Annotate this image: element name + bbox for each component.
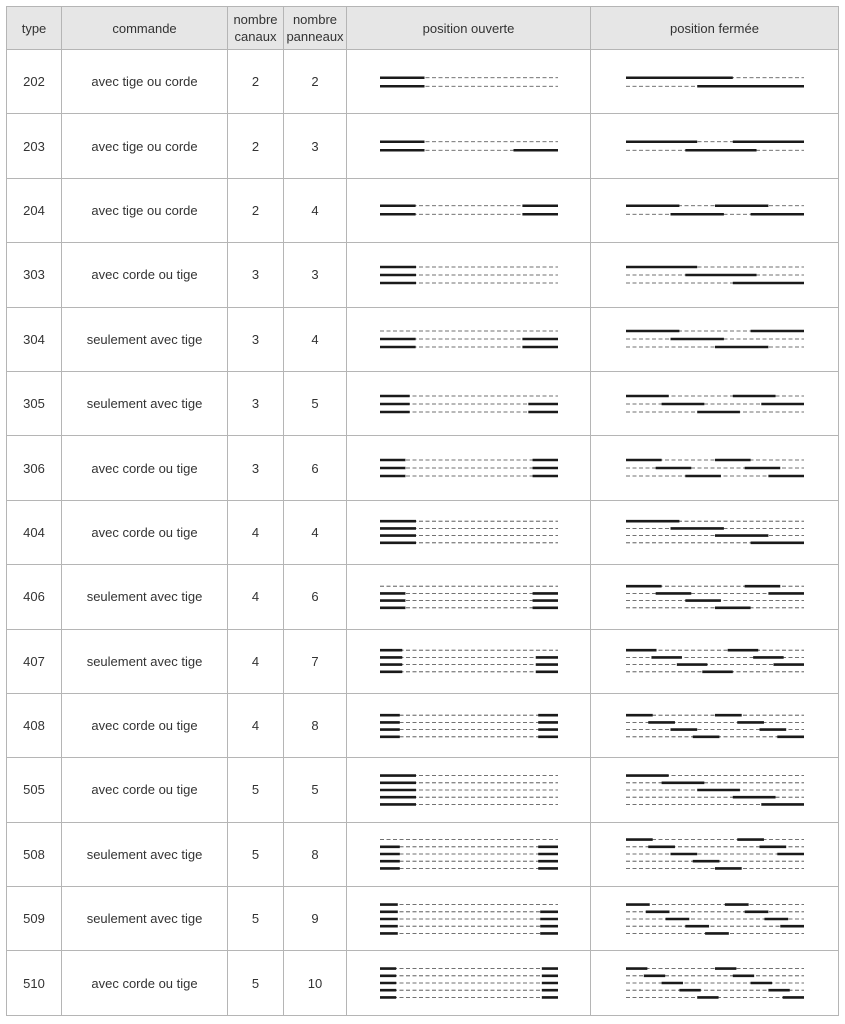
cell-position-ouverte xyxy=(347,243,591,307)
closed-position-diagram xyxy=(623,829,807,879)
open-position-diagram xyxy=(377,572,561,622)
header-type: type xyxy=(7,7,62,50)
cell-position-fermee xyxy=(591,371,839,435)
table-row xyxy=(7,951,839,1015)
cell-type: 408 xyxy=(7,693,62,757)
cell-type: 509 xyxy=(7,887,62,951)
cell-nombre-panneaux: 5 xyxy=(284,371,347,435)
cell-position-ouverte xyxy=(347,758,591,822)
header-nombre-canaux xyxy=(228,7,284,50)
table-row xyxy=(7,565,839,629)
cell-nombre-canaux: 2 xyxy=(228,114,284,178)
closed-position-diagram xyxy=(623,765,807,815)
cell-type: 508 xyxy=(7,822,62,886)
cell-nombre-panneaux: 4 xyxy=(284,500,347,564)
cell-position-fermee xyxy=(591,243,839,307)
open-position-diagram xyxy=(377,185,561,235)
cell-nombre-panneaux: 10 xyxy=(284,951,347,1015)
table-row xyxy=(7,500,839,564)
cell-position-fermee xyxy=(591,114,839,178)
table-row xyxy=(7,436,839,500)
open-position-diagram xyxy=(377,765,561,815)
cell-nombre-panneaux: 9 xyxy=(284,887,347,951)
open-position-diagram xyxy=(377,507,561,557)
closed-position-diagram xyxy=(623,379,807,429)
cell-position-ouverte xyxy=(347,371,591,435)
cell-commande: seulement avec tige xyxy=(62,307,228,371)
table-row xyxy=(7,50,839,114)
cell-commande: avec tige ou corde xyxy=(62,114,228,178)
cell-position-fermee xyxy=(591,758,839,822)
cell-nombre-canaux: 4 xyxy=(228,500,284,564)
closed-position-diagram xyxy=(623,57,807,107)
cell-commande: avec corde ou tige xyxy=(62,500,228,564)
table-row xyxy=(7,887,839,951)
cell-type: 505 xyxy=(7,758,62,822)
cell-position-fermee xyxy=(591,565,839,629)
cell-position-ouverte xyxy=(347,500,591,564)
open-position-diagram xyxy=(377,958,561,1008)
cell-nombre-canaux: 2 xyxy=(228,50,284,114)
cell-commande: avec corde ou tige xyxy=(62,243,228,307)
cell-position-fermee xyxy=(591,822,839,886)
cell-nombre-panneaux: 6 xyxy=(284,565,347,629)
table-row xyxy=(7,693,839,757)
cell-position-fermee xyxy=(591,887,839,951)
cell-nombre-panneaux: 6 xyxy=(284,436,347,500)
cell-commande: seulement avec tige xyxy=(62,629,228,693)
cell-nombre-canaux: 3 xyxy=(228,436,284,500)
cell-nombre-panneaux: 7 xyxy=(284,629,347,693)
cell-commande: seulement avec tige xyxy=(62,887,228,951)
cell-commande: avec corde ou tige xyxy=(62,951,228,1015)
closed-position-diagram xyxy=(623,443,807,493)
table-row xyxy=(7,822,839,886)
header-panneaux-line2: panneaux xyxy=(286,29,344,44)
cell-position-fermee xyxy=(591,178,839,242)
header-canaux-line2: canaux xyxy=(234,29,277,44)
cell-nombre-canaux: 2 xyxy=(228,178,284,242)
open-position-diagram xyxy=(377,894,561,944)
cell-type: 510 xyxy=(7,951,62,1015)
cell-commande: avec tige ou corde xyxy=(62,50,228,114)
closed-position-diagram xyxy=(623,958,807,1008)
cell-position-ouverte xyxy=(347,951,591,1015)
cell-position-ouverte xyxy=(347,887,591,951)
open-position-diagram xyxy=(377,57,561,107)
cell-position-ouverte xyxy=(347,50,591,114)
cell-type: 304 xyxy=(7,307,62,371)
closed-position-diagram xyxy=(623,507,807,557)
table-row xyxy=(7,371,839,435)
header-panneaux-line1: nombre xyxy=(292,12,338,27)
closed-position-diagram xyxy=(623,572,807,622)
open-position-diagram xyxy=(377,829,561,879)
cell-nombre-canaux: 5 xyxy=(228,887,284,951)
cell-type: 406 xyxy=(7,565,62,629)
closed-position-diagram xyxy=(623,894,807,944)
closed-position-diagram xyxy=(623,701,807,751)
cell-position-ouverte xyxy=(347,436,591,500)
closed-position-diagram xyxy=(623,314,807,364)
closed-position-diagram xyxy=(623,185,807,235)
closed-position-diagram xyxy=(623,636,807,686)
table-row xyxy=(7,629,839,693)
cell-position-fermee xyxy=(591,307,839,371)
cell-type: 404 xyxy=(7,500,62,564)
cell-nombre-canaux: 3 xyxy=(228,243,284,307)
cell-commande: seulement avec tige xyxy=(62,371,228,435)
cell-nombre-panneaux: 4 xyxy=(284,178,347,242)
cell-nombre-panneaux: 3 xyxy=(284,114,347,178)
cell-position-ouverte xyxy=(347,629,591,693)
cell-position-ouverte xyxy=(347,307,591,371)
cell-position-fermee xyxy=(591,693,839,757)
cell-type: 407 xyxy=(7,629,62,693)
table-row xyxy=(7,307,839,371)
cell-nombre-canaux: 5 xyxy=(228,822,284,886)
cell-nombre-canaux: 4 xyxy=(228,693,284,757)
cell-type: 303 xyxy=(7,243,62,307)
cell-nombre-canaux: 4 xyxy=(228,629,284,693)
cell-type: 202 xyxy=(7,50,62,114)
cell-type: 306 xyxy=(7,436,62,500)
closed-position-diagram xyxy=(623,121,807,171)
cell-nombre-panneaux: 2 xyxy=(284,50,347,114)
cell-position-ouverte xyxy=(347,565,591,629)
cell-position-fermee xyxy=(591,951,839,1015)
cell-position-ouverte xyxy=(347,693,591,757)
open-position-diagram xyxy=(377,379,561,429)
cell-nombre-panneaux: 8 xyxy=(284,822,347,886)
cell-nombre-panneaux: 5 xyxy=(284,758,347,822)
cell-commande: avec corde ou tige xyxy=(62,693,228,757)
header-position-ouverte: position ouverte xyxy=(347,7,591,50)
cell-position-fermee xyxy=(591,629,839,693)
table-row xyxy=(7,114,839,178)
cell-position-ouverte xyxy=(347,178,591,242)
cell-commande: avec corde ou tige xyxy=(62,758,228,822)
cell-commande: seulement avec tige xyxy=(62,565,228,629)
header-canaux-line1: nombre xyxy=(233,12,278,27)
open-position-diagram xyxy=(377,250,561,300)
header-nombre-panneaux xyxy=(284,7,347,50)
table-row xyxy=(7,178,839,242)
table-body xyxy=(7,50,839,1016)
header-commande: commande xyxy=(62,7,228,50)
table-row xyxy=(7,758,839,822)
open-position-diagram xyxy=(377,443,561,493)
cell-nombre-panneaux: 4 xyxy=(284,307,347,371)
cell-position-fermee xyxy=(591,50,839,114)
cell-commande: avec corde ou tige xyxy=(62,436,228,500)
open-position-diagram xyxy=(377,314,561,364)
cell-nombre-canaux: 5 xyxy=(228,951,284,1015)
panel-configuration-table xyxy=(6,6,839,1016)
cell-position-fermee xyxy=(591,436,839,500)
open-position-diagram xyxy=(377,636,561,686)
table-row xyxy=(7,243,839,307)
header-position-fermee: position fermée xyxy=(591,7,839,50)
cell-nombre-panneaux: 3 xyxy=(284,243,347,307)
cell-nombre-canaux: 5 xyxy=(228,758,284,822)
cell-type: 305 xyxy=(7,371,62,435)
cell-type: 204 xyxy=(7,178,62,242)
cell-position-ouverte xyxy=(347,114,591,178)
closed-position-diagram xyxy=(623,250,807,300)
header-row xyxy=(7,7,839,50)
cell-nombre-canaux: 3 xyxy=(228,371,284,435)
cell-nombre-canaux: 3 xyxy=(228,307,284,371)
cell-commande: avec tige ou corde xyxy=(62,178,228,242)
cell-commande: seulement avec tige xyxy=(62,822,228,886)
cell-nombre-panneaux: 8 xyxy=(284,693,347,757)
open-position-diagram xyxy=(377,701,561,751)
cell-type: 203 xyxy=(7,114,62,178)
cell-position-fermee xyxy=(591,500,839,564)
cell-nombre-canaux: 4 xyxy=(228,565,284,629)
cell-position-ouverte xyxy=(347,822,591,886)
open-position-diagram xyxy=(377,121,561,171)
